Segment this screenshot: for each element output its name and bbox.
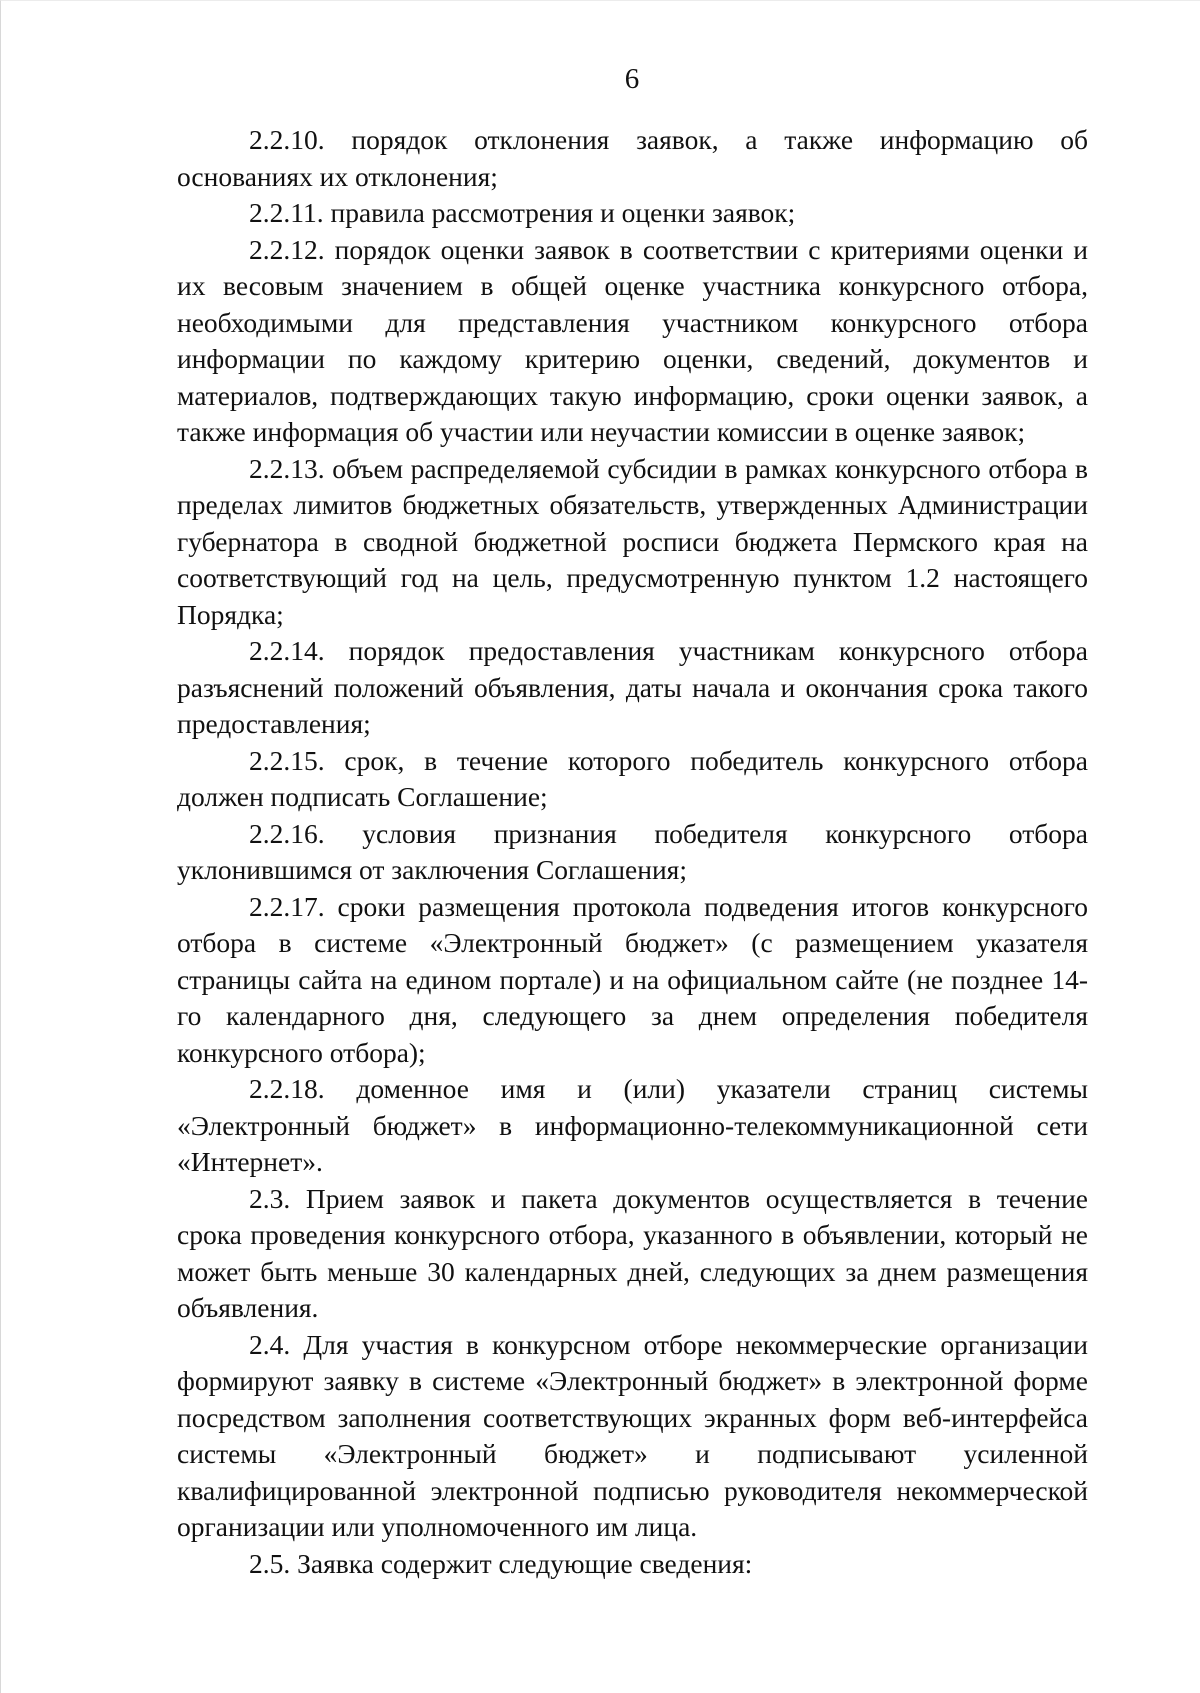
- page-number: 6: [624, 63, 640, 95]
- paragraph-2-2-17: 2.2.17. сроки размещения протокола подведения итогов конкурсного отбора в системе «Электронный бюджет» (с размещением указателя страницы сайта на едином портале) и на официальном сайте (не позднее 14-го календарного дня, следующего за днем определения победителя конкурсного отбора);: [177, 890, 1088, 1068]
- paragraph-2-2-13: 2.2.13. объем распределяемой субсидии в рамках конкурсного отбора в пределах лимитов бюджетных обязательств, утвержденных Администрации губернатора в сводной бюджетной росписи бюджета Пермского края на соответствующий год на цель, предусмотренную пунктом 1.2 настоящего Порядка;: [177, 452, 1088, 630]
- paragraph-2-2-18: 2.2.18. доменное имя и (или) указатели страниц системы «Электронный бюджет» в информационно-телекоммуникационной сети «Интернет».: [177, 1073, 1088, 1177]
- paragraph-2-2-12: 2.2.12. порядок оценки заявок в соответствии с критериями оценки и их весовым значением в общей оценке участника конкурсного отбора, необходимыми для представления участником конкурсного отбора информации по каждому критерию оценки, сведений, документов и материалов, подтверждающих такую информацию, сроки оценки заявок, а также информация об участии или неучастии комиссии в оценке заявок;: [177, 233, 1088, 447]
- paragraph-2-2-16: 2.2.16. условия признания победителя конкурсного отбора уклонившимся от заключения Соглашения;: [177, 817, 1088, 885]
- paragraph-2-2-10: 2.2.10. порядок отклонения заявок, а также информацию об основаниях их отклонения;: [177, 124, 1088, 192]
- paragraph-2-4: 2.4. Для участия в конкурсном отборе некоммерческие организации формируют заявку в системе «Электронный бюджет» в электронной форме посредством заполнения соответствующих экранных форм веб-интерфейса системы «Электронный бюджет» и подписывают усиленной квалифицированной электронной подписью руководителя некоммерческой организации или уполномоченного им лица.: [177, 1328, 1088, 1542]
- paragraph-2-2-15: 2.2.15. срок, в течение которого победитель конкурсного отбора должен подписать Соглашение;: [177, 744, 1088, 812]
- paragraph-2-2-11: 2.2.11. правила рассмотрения и оценки заявок;: [249, 197, 796, 228]
- paragraph-2-5: 2.5. Заявка содержит следующие сведения:: [249, 1547, 753, 1579]
- paragraph-2-2-14: 2.2.14. порядок предоставления участникам конкурсного отбора разъяснений положений объявления, даты начала и окончания срока такого предоставления;: [177, 635, 1088, 739]
- paragraph-2-3: 2.3. Прием заявок и пакета документов осуществляется в течение срока проведения конкурсного отбора, указанного в объявлении, который не может быть меньше 30 календарных дней, следующих за днем размещения объявления.: [177, 1182, 1088, 1323]
- document-body: [177, 122, 1088, 1582]
